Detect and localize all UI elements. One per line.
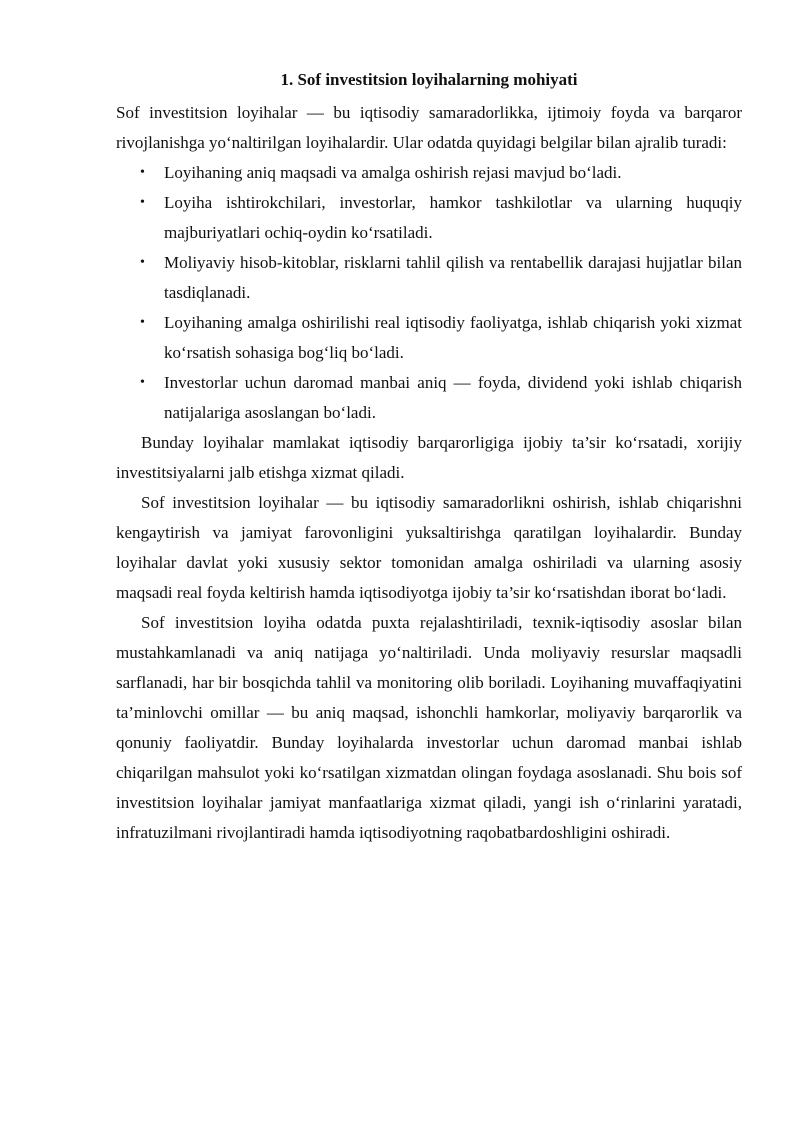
bullet-icon: • bbox=[140, 255, 145, 270]
bullet-icon: • bbox=[140, 195, 145, 210]
section-title: 1. Sof investitsion loyihalarning mohiyati bbox=[280, 70, 578, 89]
bullet-item bbox=[116, 368, 742, 428]
bullet-list bbox=[116, 158, 742, 428]
body-paragraph: Sof investitsion loyiha odatda puxta rejalashtiriladi, texnik-iqtisodiy asoslar bilan mustahkamlanadi va aniq natijaga yo‘naltiriladi. Unda moliyaviy resurslar maqsadli sarflanadi, har bir bosqichda tahlil va monitoring olib boriladi. Loyihaning muvaffaqiyatini ta’minlovchi omillar — bu aniq maqsad, ishonchli hamkorlar, moliyaviy barqarorlik va qonuniy faoliyatdir. Bunday loyihalarda investorlar uchun daromad manbai ishlab chiqarilgan mahsulot yoki ko‘rsatilgan xizmatdan olingan foydaga asoslanadi. Shu bois sof investitsion loyihalar jamiyat manfaatlariga xizmat qiladi, yangi ish o‘rinlarini yaratadi, infratuzilmani rivojlantiradi hamda iqtisodiyotning raqobatbardoshligini oshiradi. bbox=[116, 613, 742, 842]
bullet-item bbox=[116, 248, 742, 308]
bullet-text: Investorlar uchun daromad manbai aniq — foyda, dividend yoki ishlab chiqarish natijalariga asoslangan bo‘ladi. bbox=[164, 373, 742, 422]
intro-paragraph: Sof investitsion loyihalar — bu iqtisodiy samaradorlikka, ijtimoiy foyda va barqaror rivojlanishga yo‘naltirilgan loyihalardir. Ular odatda quyidagi belgilar bilan ajralib turadi: bbox=[116, 103, 742, 152]
document-page bbox=[116, 68, 742, 848]
bullet-item bbox=[116, 158, 742, 188]
bullet-text: Moliyaviy hisob-kitoblar, risklarni tahlil qilish va rentabellik darajasi hujjatlar bilan tasdiqlanadi. bbox=[164, 253, 742, 302]
bullet-icon: • bbox=[140, 315, 145, 330]
bullet-text: Loyihaning amalga oshirilishi real iqtisodiy faoliyatga, ishlab chiqarish yoki xizmat ko‘rsatish sohasiga bog‘liq bo‘ladi. bbox=[164, 313, 742, 362]
bullet-icon: • bbox=[140, 375, 145, 390]
bullet-text: Loyiha ishtirokchilari, investorlar, hamkor tashkilotlar va ularning huquqiy majburiyatlari ochiq-oydin ko‘rsatiladi. bbox=[164, 193, 742, 242]
bullet-item bbox=[116, 188, 742, 248]
body-paragraph: Bunday loyihalar mamlakat iqtisodiy barqarorligiga ijobiy ta’sir ko‘rsatadi, xorijiy investitsiyalarni jalb etishga xizmat qiladi. bbox=[116, 433, 742, 482]
bullet-text: Loyihaning aniq maqsadi va amalga oshirish rejasi mavjud bo‘ladi. bbox=[164, 163, 622, 182]
bullet-item bbox=[116, 308, 742, 368]
bullet-icon: • bbox=[140, 165, 145, 180]
body-paragraph: Sof investitsion loyihalar — bu iqtisodiy samaradorlikni oshirish, ishlab chiqarishni kengaytirish va jamiyat farovonligini yuksaltirishga qaratilgan loyihalardir. Bunday loyihalar davlat yoki xususiy sektor tomonidan amalga oshiriladi va ularning asosiy maqsadi real foyda keltirish hamda iqtisodiyotga ijobiy ta’sir ko‘rsatishdan iborat bo‘ladi. bbox=[116, 493, 742, 602]
